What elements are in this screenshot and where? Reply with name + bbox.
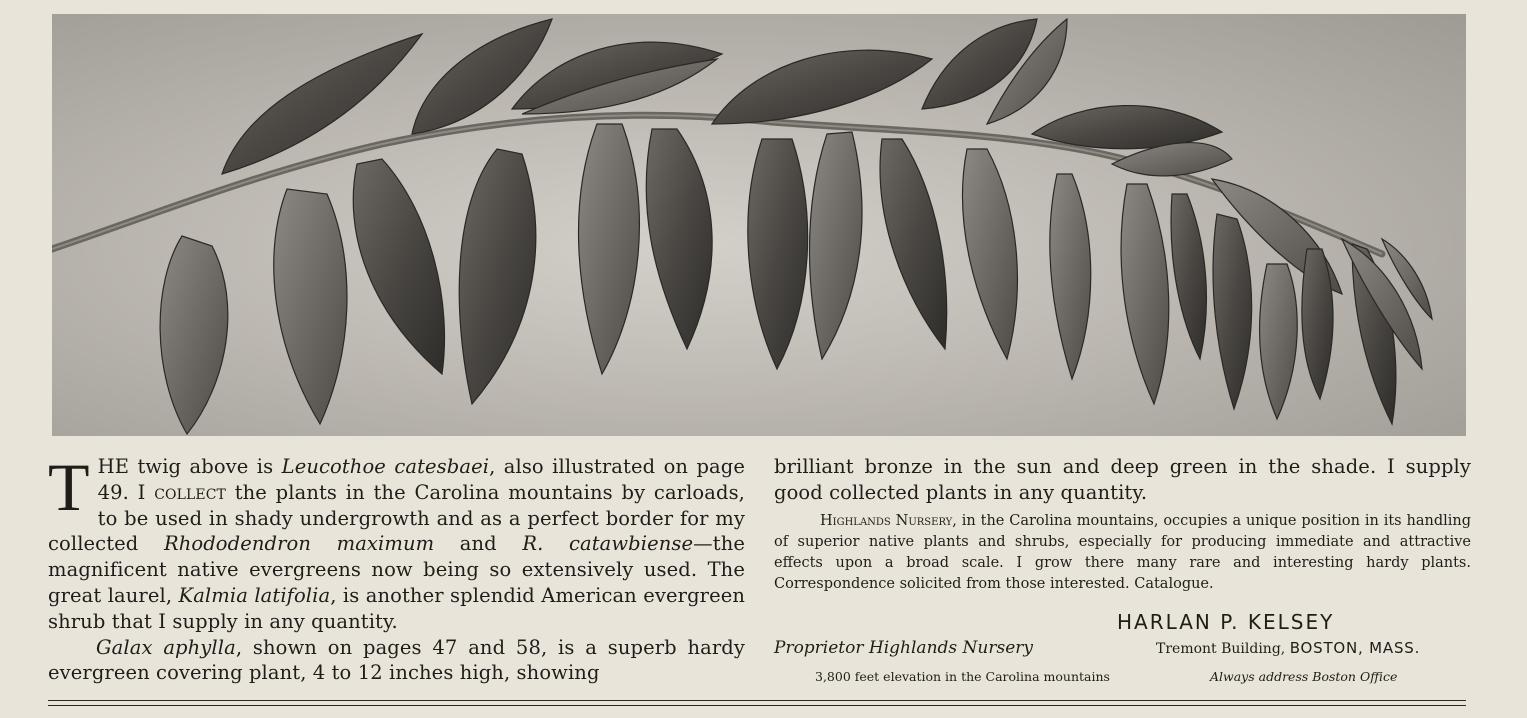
signature-name: HARLAN P. KELSEY bbox=[1117, 610, 1335, 634]
text: , shown on pages 47 and 58, is a superb hardy evergreen covering plant, 4 to 12 inches high, showing bbox=[48, 635, 746, 685]
signature-title: Proprietor Highlands Nursery bbox=[774, 638, 1033, 658]
text: HE twig above is bbox=[97, 455, 282, 478]
address-building: Tremont Building, bbox=[1156, 641, 1286, 657]
text: the plants in the Carolina mountains by carloads, to be used in shady undergrowth and as a perfect border for my collected bbox=[48, 480, 745, 556]
species-name: R. catawbiense bbox=[522, 532, 694, 556]
species-name: Kalmia latifolia bbox=[178, 583, 331, 607]
text: —the magnificent native evergreens now being so extensively used. The great laurel, bbox=[48, 532, 745, 607]
bottom-rule-2 bbox=[48, 705, 1466, 706]
paragraph-galax bbox=[48, 635, 745, 687]
address-city: BOSTON, MASS. bbox=[1289, 639, 1421, 657]
text: , is another splendid American evergreen shrub that I supply in any quantity. bbox=[48, 583, 746, 633]
twig-illustration bbox=[52, 14, 1466, 436]
left-column bbox=[48, 449, 746, 686]
text: and bbox=[434, 532, 523, 556]
bottom-rule bbox=[48, 700, 1466, 701]
right-column bbox=[774, 454, 1471, 684]
species-name: Leucothoe catesbaei bbox=[281, 455, 490, 478]
address-note: Always address Boston Office bbox=[1210, 669, 1398, 684]
nursery-paragraph bbox=[774, 511, 1471, 596]
lead-text: brilliant bronze in the sun and deep green in the shade. I supply good collected plants in any quantity. bbox=[774, 455, 1471, 504]
small-caps-text: collect bbox=[154, 480, 226, 504]
text: , in the Carolina mountains, occupies a unique position in its handling of superior native plants and shrubs, especially for producing immediate and attractive effects upon a broad scale. I grow there many rare and interesting hardy plants. Correspondence solicited from those interested. Catalogue. bbox=[774, 512, 1471, 593]
drop-cap: T bbox=[48, 449, 90, 525]
nursery-name: Highlands Nursery bbox=[820, 512, 953, 529]
leucothoe-twig-photo bbox=[52, 14, 1466, 436]
text: , also illustrated on page 49. I bbox=[97, 455, 745, 504]
elevation-note: 3,800 feet elevation in the Carolina mountains bbox=[815, 669, 1110, 684]
species-name: Rhododendron maximum bbox=[163, 532, 435, 556]
signature-address bbox=[1156, 639, 1420, 657]
species-name: Galax aphylla bbox=[96, 635, 236, 659]
paragraph-leucothoe bbox=[48, 449, 746, 635]
